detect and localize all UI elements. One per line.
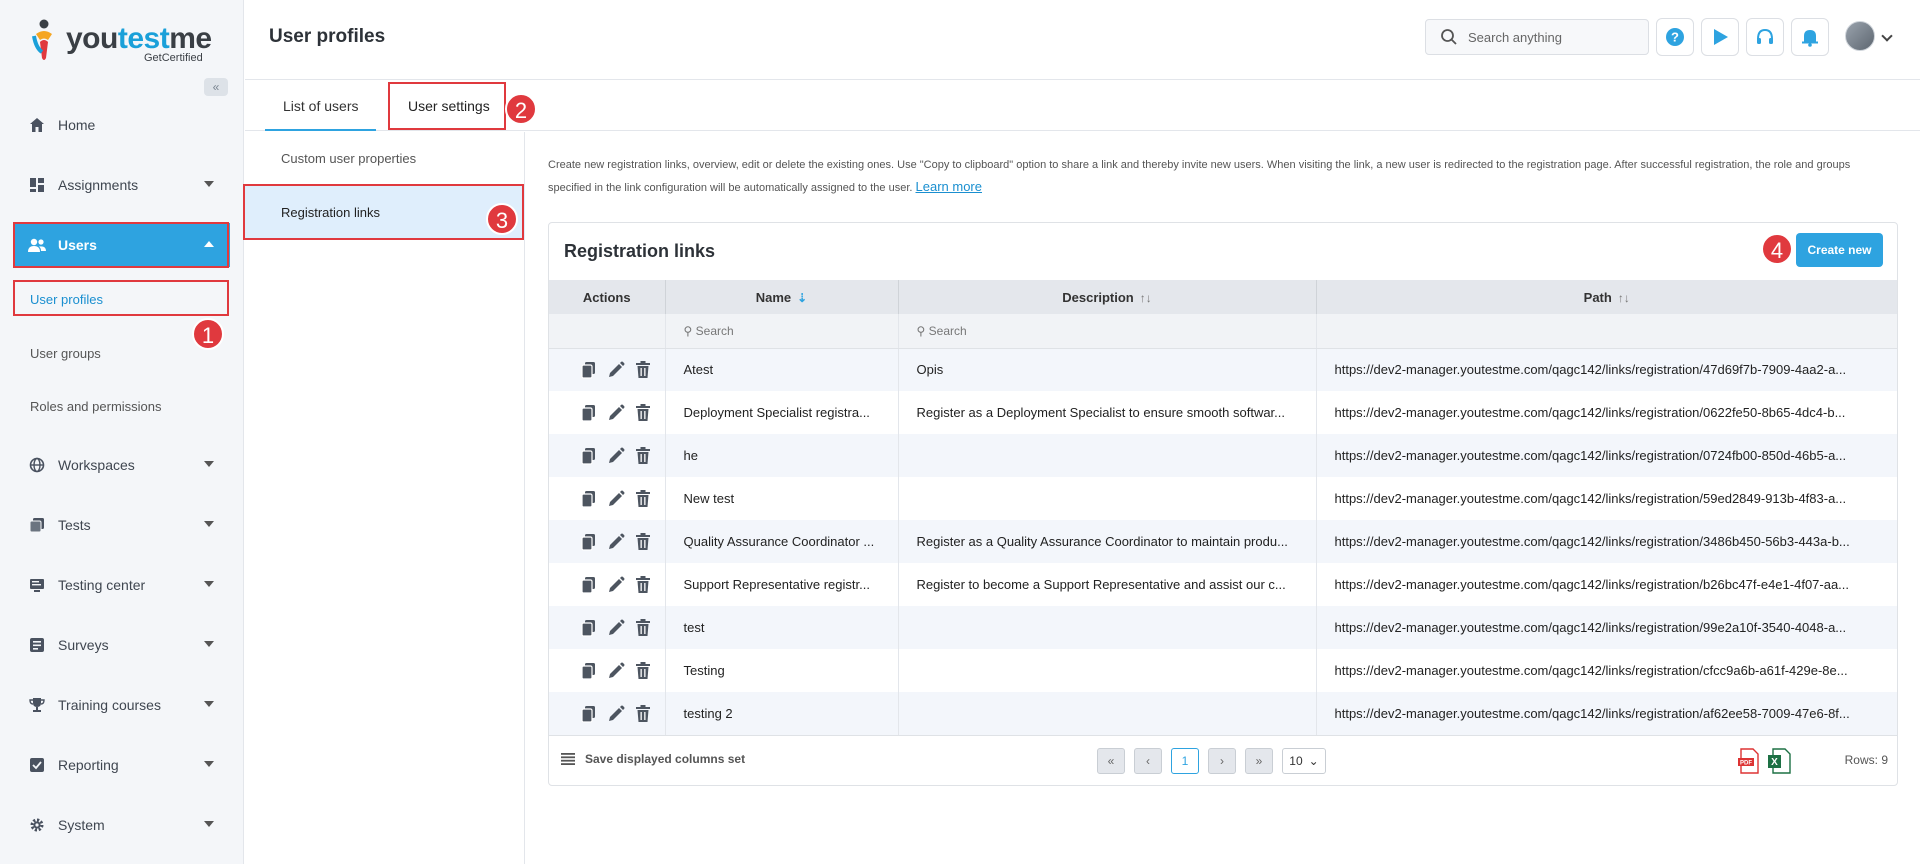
row-actions <box>549 692 665 735</box>
delete-icon[interactable] <box>634 662 652 680</box>
nav-roles-permissions[interactable]: Roles and permissions <box>30 398 162 414</box>
cell-path: https://dev2-manager.youtestme.com/qagc142/links/registration/cfcc9a6b-a61f-429e-8e... <box>1316 649 1897 692</box>
nav-training-courses[interactable] <box>14 683 230 727</box>
cell-name: Quality Assurance Coordinator ... <box>665 520 898 563</box>
double-chevron-left-icon: « <box>1107 754 1115 768</box>
trophy-icon <box>28 696 46 714</box>
table-row[interactable] <box>549 348 1897 391</box>
cell-description: Opis <box>898 348 1316 391</box>
delete-icon[interactable] <box>634 705 652 723</box>
search-icon <box>1440 28 1458 46</box>
delete-icon[interactable] <box>634 447 652 465</box>
column-header-actions: Actions <box>549 280 665 314</box>
nav-system-label: System <box>58 817 105 833</box>
column-header-path[interactable]: Path ↑↓ <box>1316 280 1897 314</box>
chevron-down-icon <box>204 581 214 587</box>
settings-subnav <box>245 132 525 864</box>
save-columns-button[interactable] <box>561 752 745 766</box>
cell-name: testing 2 <box>665 692 898 735</box>
pdf-export-icon[interactable] <box>1737 748 1761 774</box>
tests-icon <box>28 516 46 534</box>
chevron-left-icon: ‹ <box>1146 754 1150 768</box>
nav-testing-center-label: Testing center <box>58 577 146 593</box>
assignments-icon <box>28 176 46 194</box>
cell-description <box>898 606 1316 649</box>
nav-tests[interactable] <box>14 503 230 547</box>
cell-path: https://dev2-manager.youtestme.com/qagc142/links/registration/0724fb00-850d-46b5-a... <box>1316 434 1897 477</box>
cell-name: Atest <box>665 348 898 391</box>
first-page-button[interactable] <box>1097 748 1125 774</box>
sort-icon[interactable]: ↑↓ <box>1617 290 1630 305</box>
edit-icon[interactable] <box>607 619 625 637</box>
page-size-select[interactable]: 10 ⌄ <box>1282 748 1326 774</box>
filter-path-empty <box>1316 314 1897 348</box>
copy-icon[interactable] <box>580 619 598 637</box>
cell-path: https://dev2-manager.youtestme.com/qagc142/links/registration/99e2a10f-3540-4048-a... <box>1316 606 1897 649</box>
logo[interactable] <box>30 16 220 66</box>
globe-icon <box>28 456 46 474</box>
nav-workspaces-label: Workspaces <box>58 457 135 473</box>
list-icon <box>561 753 575 765</box>
filter-actions-empty <box>549 314 665 348</box>
excel-export-icon[interactable] <box>1767 748 1791 774</box>
gear-icon <box>28 816 46 834</box>
cell-name: test <box>665 606 898 649</box>
collapse-sidebar-button[interactable]: « <box>204 78 228 96</box>
table-row[interactable] <box>549 520 1897 563</box>
edit-icon[interactable] <box>607 447 625 465</box>
edit-icon[interactable] <box>607 533 625 551</box>
help-icon <box>1665 27 1685 47</box>
row-actions <box>549 606 665 649</box>
row-actions <box>549 520 665 563</box>
nav-reporting[interactable] <box>14 743 230 787</box>
registration-links-card <box>548 222 1898 786</box>
cell-description: Register as a Quality Assurance Coordinator to maintain produ... <box>898 520 1316 563</box>
top-header <box>245 0 1920 80</box>
highlight-user-profiles <box>13 280 229 316</box>
edit-icon[interactable] <box>607 662 625 680</box>
annotation-badge-4: 4 <box>1761 233 1793 265</box>
nav-user-profiles[interactable]: User profiles <box>30 291 103 307</box>
row-actions <box>549 563 665 606</box>
chevron-down-icon <box>204 641 214 647</box>
notifications-button[interactable] <box>1791 18 1829 56</box>
highlight-user-settings <box>388 82 506 130</box>
copy-icon[interactable] <box>580 662 598 680</box>
delete-icon[interactable] <box>634 619 652 637</box>
nav-home[interactable] <box>14 103 230 147</box>
row-actions <box>549 348 665 391</box>
cell-path: https://dev2-manager.youtestme.com/qagc142/links/registration/b26bc47f-e4e1-4f07-aa... <box>1316 563 1897 606</box>
table-row[interactable] <box>549 391 1897 434</box>
prev-page-button[interactable] <box>1134 748 1162 774</box>
cell-description <box>898 692 1316 735</box>
rows-count: Rows: 9 <box>1844 753 1888 767</box>
edit-icon[interactable] <box>607 705 625 723</box>
cell-path: https://dev2-manager.youtestme.com/qagc142/links/registration/3486b450-56b3-443a-b... <box>1316 520 1897 563</box>
annotation-badge-3: 3 <box>486 203 518 235</box>
nav-surveys[interactable] <box>14 623 230 667</box>
column-header-description[interactable]: Description ↑↓ <box>898 280 1316 314</box>
nav-home-label: Home <box>58 117 96 133</box>
chevron-down-icon <box>204 701 214 707</box>
nav-workspaces[interactable] <box>14 443 230 487</box>
nav-testing-center[interactable] <box>14 563 230 607</box>
intro-description: Create new registration links, overview, edit or delete the existing ones. Use "Copy to clipboard" option to share a link and thereby invite new users. When visiting the link, a new user is redirected to the registration page. After successful registration, the role and groups specified in the link configuration will be automatically assigned to the user. <box>548 159 1851 194</box>
sort-icon[interactable]: ↑↓ <box>1139 290 1152 305</box>
subnav-registration-links[interactable]: Registration links <box>245 186 525 240</box>
intro-text-block <box>548 154 1888 199</box>
table-row[interactable] <box>549 606 1897 649</box>
delete-icon[interactable] <box>634 361 652 379</box>
search-icon: ⚲ <box>916 323 926 338</box>
support-button[interactable] <box>1746 18 1784 56</box>
copy-icon[interactable] <box>580 705 598 723</box>
highlight-registration-links <box>243 184 524 240</box>
nav-assignments[interactable] <box>14 163 230 207</box>
nav-reporting-label: Reporting <box>58 757 119 773</box>
edit-icon[interactable] <box>607 490 625 508</box>
cell-name: New test <box>665 477 898 520</box>
card-title: Registration links <box>564 241 716 261</box>
annotation-badge-1: 1 <box>192 318 224 350</box>
table-row[interactable] <box>549 649 1897 692</box>
last-page-button[interactable] <box>1245 748 1273 774</box>
monitor-icon <box>28 576 46 594</box>
edit-icon[interactable] <box>607 361 625 379</box>
cell-path: https://dev2-manager.youtestme.com/qagc142/links/registration/47d69f7b-7909-4aa2-a... <box>1316 348 1897 391</box>
svg-text:X: X <box>1771 757 1778 768</box>
nav-training-courses-label: Training courses <box>58 697 161 713</box>
cell-name: he <box>665 434 898 477</box>
global-search-input[interactable] <box>1425 19 1649 55</box>
chevron-down-icon[interactable] <box>1881 30 1892 41</box>
cell-description: Register to become a Support Representative and assist our c... <box>898 563 1316 606</box>
sidebar <box>0 0 244 864</box>
create-new-button[interactable]: Create new <box>1796 233 1883 267</box>
row-actions <box>549 391 665 434</box>
reporting-icon <box>28 756 46 774</box>
copy-icon[interactable] <box>580 533 598 551</box>
filter-row <box>549 314 1897 348</box>
table-row[interactable] <box>549 434 1897 477</box>
nav-users-label: Users <box>58 237 97 253</box>
description-search-input[interactable]: ⚲ Search <box>898 314 1316 348</box>
copy-icon[interactable] <box>580 576 598 594</box>
chevron-down-icon: ⌄ <box>1308 754 1319 768</box>
chevron-down-icon <box>204 461 214 467</box>
search-icon: ⚲ <box>683 323 693 338</box>
delete-icon[interactable] <box>634 533 652 551</box>
copy-icon[interactable] <box>580 404 598 422</box>
table-row[interactable] <box>549 477 1897 520</box>
pagination <box>1097 748 1326 774</box>
copy-icon[interactable] <box>580 490 598 508</box>
row-actions <box>549 477 665 520</box>
double-chevron-right-icon: » <box>1255 754 1263 768</box>
cell-name: Deployment Specialist registra... <box>665 391 898 434</box>
column-header-name[interactable]: Name ⇣ <box>665 280 898 314</box>
nav-tests-label: Tests <box>58 517 91 533</box>
cell-path: https://dev2-manager.youtestme.com/qagc142/links/registration/0622fe50-8b65-4dc4-b... <box>1316 391 1897 434</box>
user-avatar[interactable] <box>1845 21 1875 51</box>
tab-list-of-users[interactable]: List of users <box>265 81 376 131</box>
cell-path: https://dev2-manager.youtestme.com/qagc142/links/registration/59ed2849-913b-4f83-a... <box>1316 477 1897 520</box>
bell-icon <box>1800 27 1820 47</box>
cell-description: Register as a Deployment Specialist to ensure smooth softwar... <box>898 391 1316 434</box>
edit-icon[interactable] <box>607 576 625 594</box>
subnav-custom-user-properties[interactable]: Custom user properties <box>281 151 417 166</box>
learn-more-link[interactable]: Learn more <box>915 179 982 194</box>
cell-description <box>898 434 1316 477</box>
row-actions <box>549 434 665 477</box>
chevron-down-icon <box>204 181 214 187</box>
help-button[interactable] <box>1656 18 1694 56</box>
sort-desc-icon[interactable]: ⇣ <box>797 290 808 305</box>
logo-tagline: GetCertified <box>144 52 203 64</box>
save-columns-label: Save displayed columns set <box>585 752 746 766</box>
name-search-input[interactable]: ⚲ Search <box>665 314 898 348</box>
table-row[interactable] <box>549 563 1897 606</box>
chevron-right-icon: › <box>1220 754 1224 768</box>
row-actions <box>549 649 665 692</box>
page-title: User profiles <box>269 26 386 47</box>
global-search-placeholder: Search anything <box>1468 29 1562 45</box>
tab-user-settings[interactable]: User settings <box>408 98 490 114</box>
next-page-button[interactable] <box>1208 748 1236 774</box>
play-tutorial-button[interactable] <box>1701 18 1739 56</box>
cell-name: Testing <box>665 649 898 692</box>
cell-description <box>898 477 1316 520</box>
cell-description <box>898 649 1316 692</box>
headset-icon <box>1755 27 1775 47</box>
table-row[interactable] <box>549 692 1897 735</box>
logo-person-icon <box>30 18 58 64</box>
chevron-down-icon <box>204 761 214 767</box>
registration-links-table <box>549 280 1897 735</box>
copy-icon[interactable] <box>580 447 598 465</box>
logo-text: youtestme <box>66 22 212 55</box>
export-buttons <box>1737 748 1791 774</box>
cell-name: Support Representative registr... <box>665 563 898 606</box>
nav-assignments-label: Assignments <box>58 177 139 193</box>
chevron-down-icon <box>204 521 214 527</box>
highlight-users <box>13 222 229 268</box>
svg-text:?: ? <box>1671 29 1679 45</box>
current-page-button[interactable]: 1 <box>1171 748 1199 774</box>
cell-path: https://dev2-manager.youtestme.com/qagc142/links/registration/af62ee58-7009-47e6-8f... <box>1316 692 1897 735</box>
copy-icon[interactable] <box>580 361 598 379</box>
svg-text:PDF: PDF <box>1740 760 1752 767</box>
nav-user-groups[interactable]: User groups <box>30 345 101 361</box>
annotation-badge-2: 2 <box>505 93 537 125</box>
edit-icon[interactable] <box>607 404 625 422</box>
delete-icon[interactable] <box>634 404 652 422</box>
delete-icon[interactable] <box>634 576 652 594</box>
delete-icon[interactable] <box>634 490 652 508</box>
chevron-down-icon <box>204 821 214 827</box>
nav-system[interactable] <box>14 803 230 847</box>
home-icon <box>28 116 46 134</box>
table-footer <box>549 735 1897 785</box>
nav-surveys-label: Surveys <box>58 637 109 653</box>
play-icon <box>1710 27 1730 47</box>
survey-icon <box>28 636 46 654</box>
